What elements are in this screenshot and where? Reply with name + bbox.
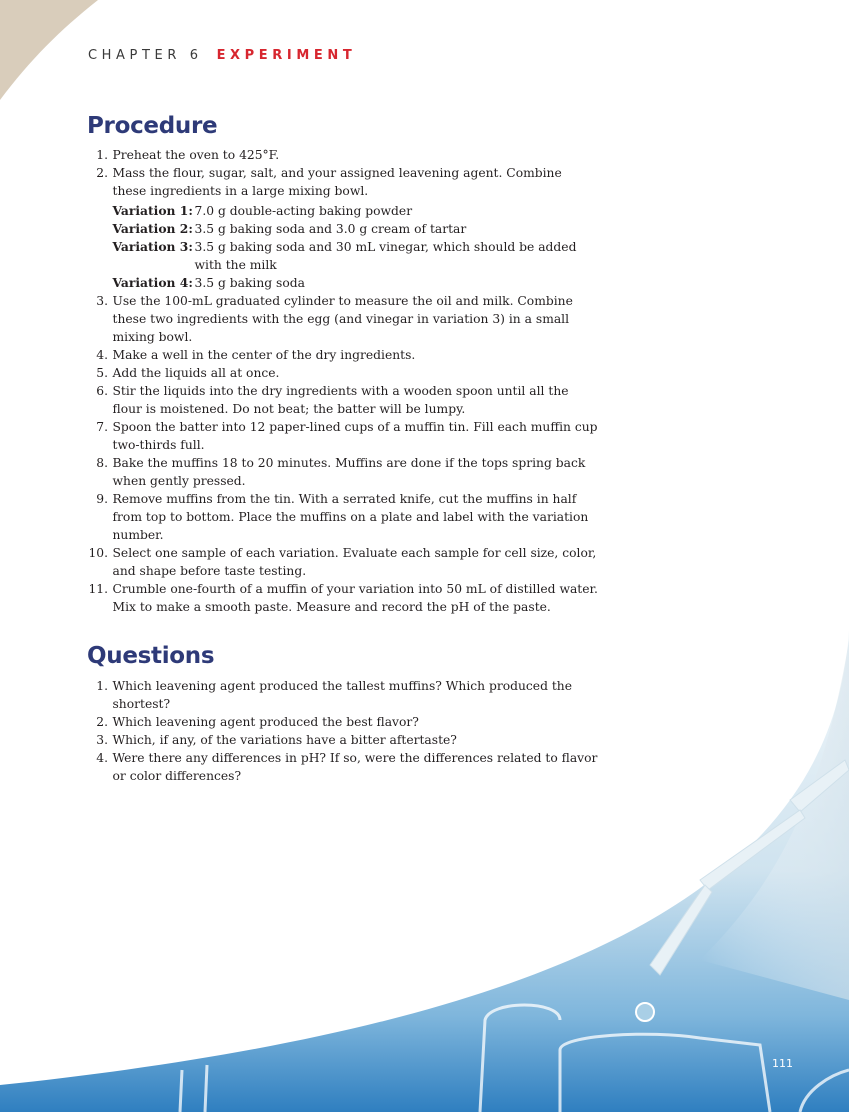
- corner-swoosh: [0, 0, 98, 100]
- procedure-step: 11. Crumble one-fourth of a muffin of your variation into 50 mL of distilled water. Mix to make a smooth paste. Measure and record the pH of the paste.: [88, 582, 598, 614]
- procedure-list: [88, 146, 598, 616]
- procedure-step: 4. Make a well in the center of the dry ingredients.: [96, 348, 416, 362]
- procedure-step: 10. Select one sample of each variation. Evaluate each sample for cell size, color, and shape before taste testing.: [88, 546, 597, 578]
- procedure-step: 2. Mass the flour, sugar, salt, and your assigned leavening agent. Combine these ingredients in a large mixing bowl. Variation 1: 7.0 g double-acting baking powder Variation 2: 3.5 g baking soda and 3.0 g cream of tartar Variation 3: 3.5 g baking soda and 30 mL vinegar, which should be added with the milk Variation 4: 3.5 g baking soda: [88, 164, 598, 292]
- variation-list: [113, 202, 599, 292]
- procedure-step: 3. Use the 100-mL graduated cylinder to measure the oil and milk. Combine these two ingredients with the egg (and vinegar in variation 3) in a small mixing bowl.: [96, 294, 573, 344]
- procedure-step: 7. Spoon the batter into 12 paper-lined cups of a muffin tin. Fill each muffin cup two-thirds full.: [96, 420, 598, 452]
- question-item: 3. Which, if any, of the variations have a bitter aftertaste?: [96, 733, 457, 747]
- page-number: 111: [772, 1057, 793, 1070]
- procedure-step: 1. Preheat the oven to 425°F.: [96, 148, 280, 162]
- question-item: 1. Which leavening agent produced the tallest muffins? Which produced the shortest?: [96, 679, 573, 711]
- procedure-step: 8. Bake the muffins 18 to 20 minutes. Muffins are done if the tops spring back when gently pressed.: [96, 456, 586, 488]
- procedure-step: 5. Add the liquids all at once.: [96, 366, 280, 380]
- variation-item: Variation 4: 3.5 g baking soda: [112, 275, 305, 290]
- question-item: 2. Which leavening agent produced the best flavor?: [96, 715, 419, 729]
- variation-item: Variation 1: 7.0 g double-acting baking powder: [112, 203, 413, 218]
- section-label: EXPERIMENT: [216, 48, 357, 63]
- chapter-label: CHAPTER 6: [88, 48, 203, 63]
- questions-list: [88, 677, 598, 785]
- procedure-step: 9. Remove muffins from the tin. With a serrated knife, cut the muffins in half from top to bottom. Place the muffins on a plate and label with the variation number.: [96, 492, 589, 542]
- variation-item: Variation 2: 3.5 g baking soda and 3.0 g cream of tartar: [112, 221, 467, 236]
- droplet: [636, 1003, 654, 1021]
- variation-item: Variation 3: 3.5 g baking soda and 30 mL vinegar, which should be added with the milk: [112, 239, 577, 272]
- questions-heading: Questions: [87, 643, 215, 669]
- chapter-header: [88, 48, 356, 63]
- procedure-step: 6. Stir the liquids into the dry ingredients with a wooden spoon until all the flour is moistened. Do not beat; the batter will be lumpy.: [96, 384, 569, 416]
- question-item: 4. Were there any differences in pH? If so, were the differences related to flavor or color differences?: [96, 751, 598, 783]
- procedure-heading: Procedure: [87, 113, 218, 139]
